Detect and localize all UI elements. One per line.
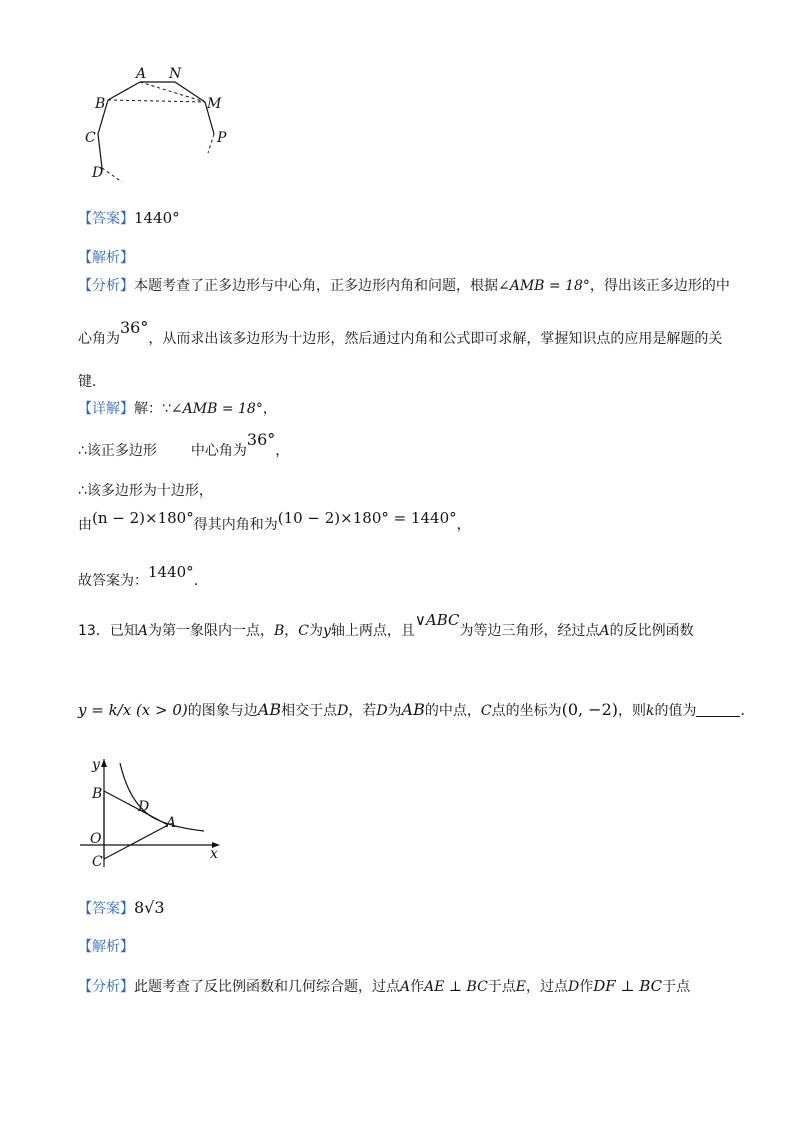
answer-blank	[696, 702, 740, 717]
fig2-label-o: O	[90, 831, 102, 847]
fig1-label-n: N	[169, 66, 182, 82]
coordinate-figure	[80, 755, 230, 870]
q12-analysis-line3: 键．	[78, 374, 106, 390]
fig1-label-p: P	[217, 130, 227, 146]
fig2-label-a: A	[166, 815, 177, 831]
q12-detail-line4: 由(n − 2)×180°得其内角和为(10 − 2)×180° = 1440°，	[78, 509, 471, 533]
answer-value: 1440°	[134, 209, 180, 227]
polygon-figure	[80, 60, 240, 190]
q13-answer	[78, 898, 165, 919]
q12-jiexi: 【解析】	[78, 250, 134, 266]
q12-detail-line5: 故答案为：1440°．	[78, 563, 208, 589]
fig2-label-c: C	[92, 854, 103, 870]
answer-tag: 【答案】	[78, 901, 134, 917]
q12-analysis-line1: 【分析】本题考查了正多边形与中心角，正多边形内角和问题，根据∠AMB = 18°，得出该正多边形的中	[78, 278, 730, 294]
q13-jiexi: 【解析】	[78, 939, 134, 955]
fig1-label-a: A	[136, 66, 147, 82]
fig1-label-b: B	[95, 96, 106, 112]
answer-value: 8√3	[134, 898, 165, 917]
q13-stem-line1: 13．已知A为第一象限内一点，B，C为y轴上两点，且∨ABC为等边三角形，经过点A的反比例函数	[78, 611, 694, 639]
q13-stem-line2: y = k/x (x > 0)的图象与边AB相交于点D，若D为AB的中点，C点的坐标为(0, −2)，则k的值为 ．	[78, 700, 755, 719]
q12-analysis-line2: 心角为36°，从而求出该多边形为十边形，然后通过内角和公式即可求解，掌握知识点的应用是解题的关	[78, 318, 723, 347]
q13-analysis-line1: 【分析】此题考查了反比例函数和几何综合题，过点A作AE ⊥ BC于点E，过点D作DF ⊥ BC于点	[78, 977, 691, 995]
fig1-label-c: C	[85, 130, 96, 146]
fig1-label-d: D	[92, 165, 104, 181]
fig1-label-m: M	[207, 96, 222, 112]
answer-tag: 【答案】	[78, 211, 134, 227]
fig2-label-x: x	[210, 846, 218, 862]
q12-answer	[78, 208, 180, 229]
fig2-label-d: D	[138, 799, 150, 815]
fig2-label-b: B	[92, 786, 103, 802]
q12-detail-line3: ∴该多边形为十边形，	[78, 483, 213, 499]
fig2-label-y: y	[92, 757, 100, 773]
q12-detail-line1: 【详解】解：∵∠AMB = 18°，	[78, 401, 277, 417]
q12-detail-line2: ∴该正多边形 中心角为36°，	[78, 430, 290, 459]
